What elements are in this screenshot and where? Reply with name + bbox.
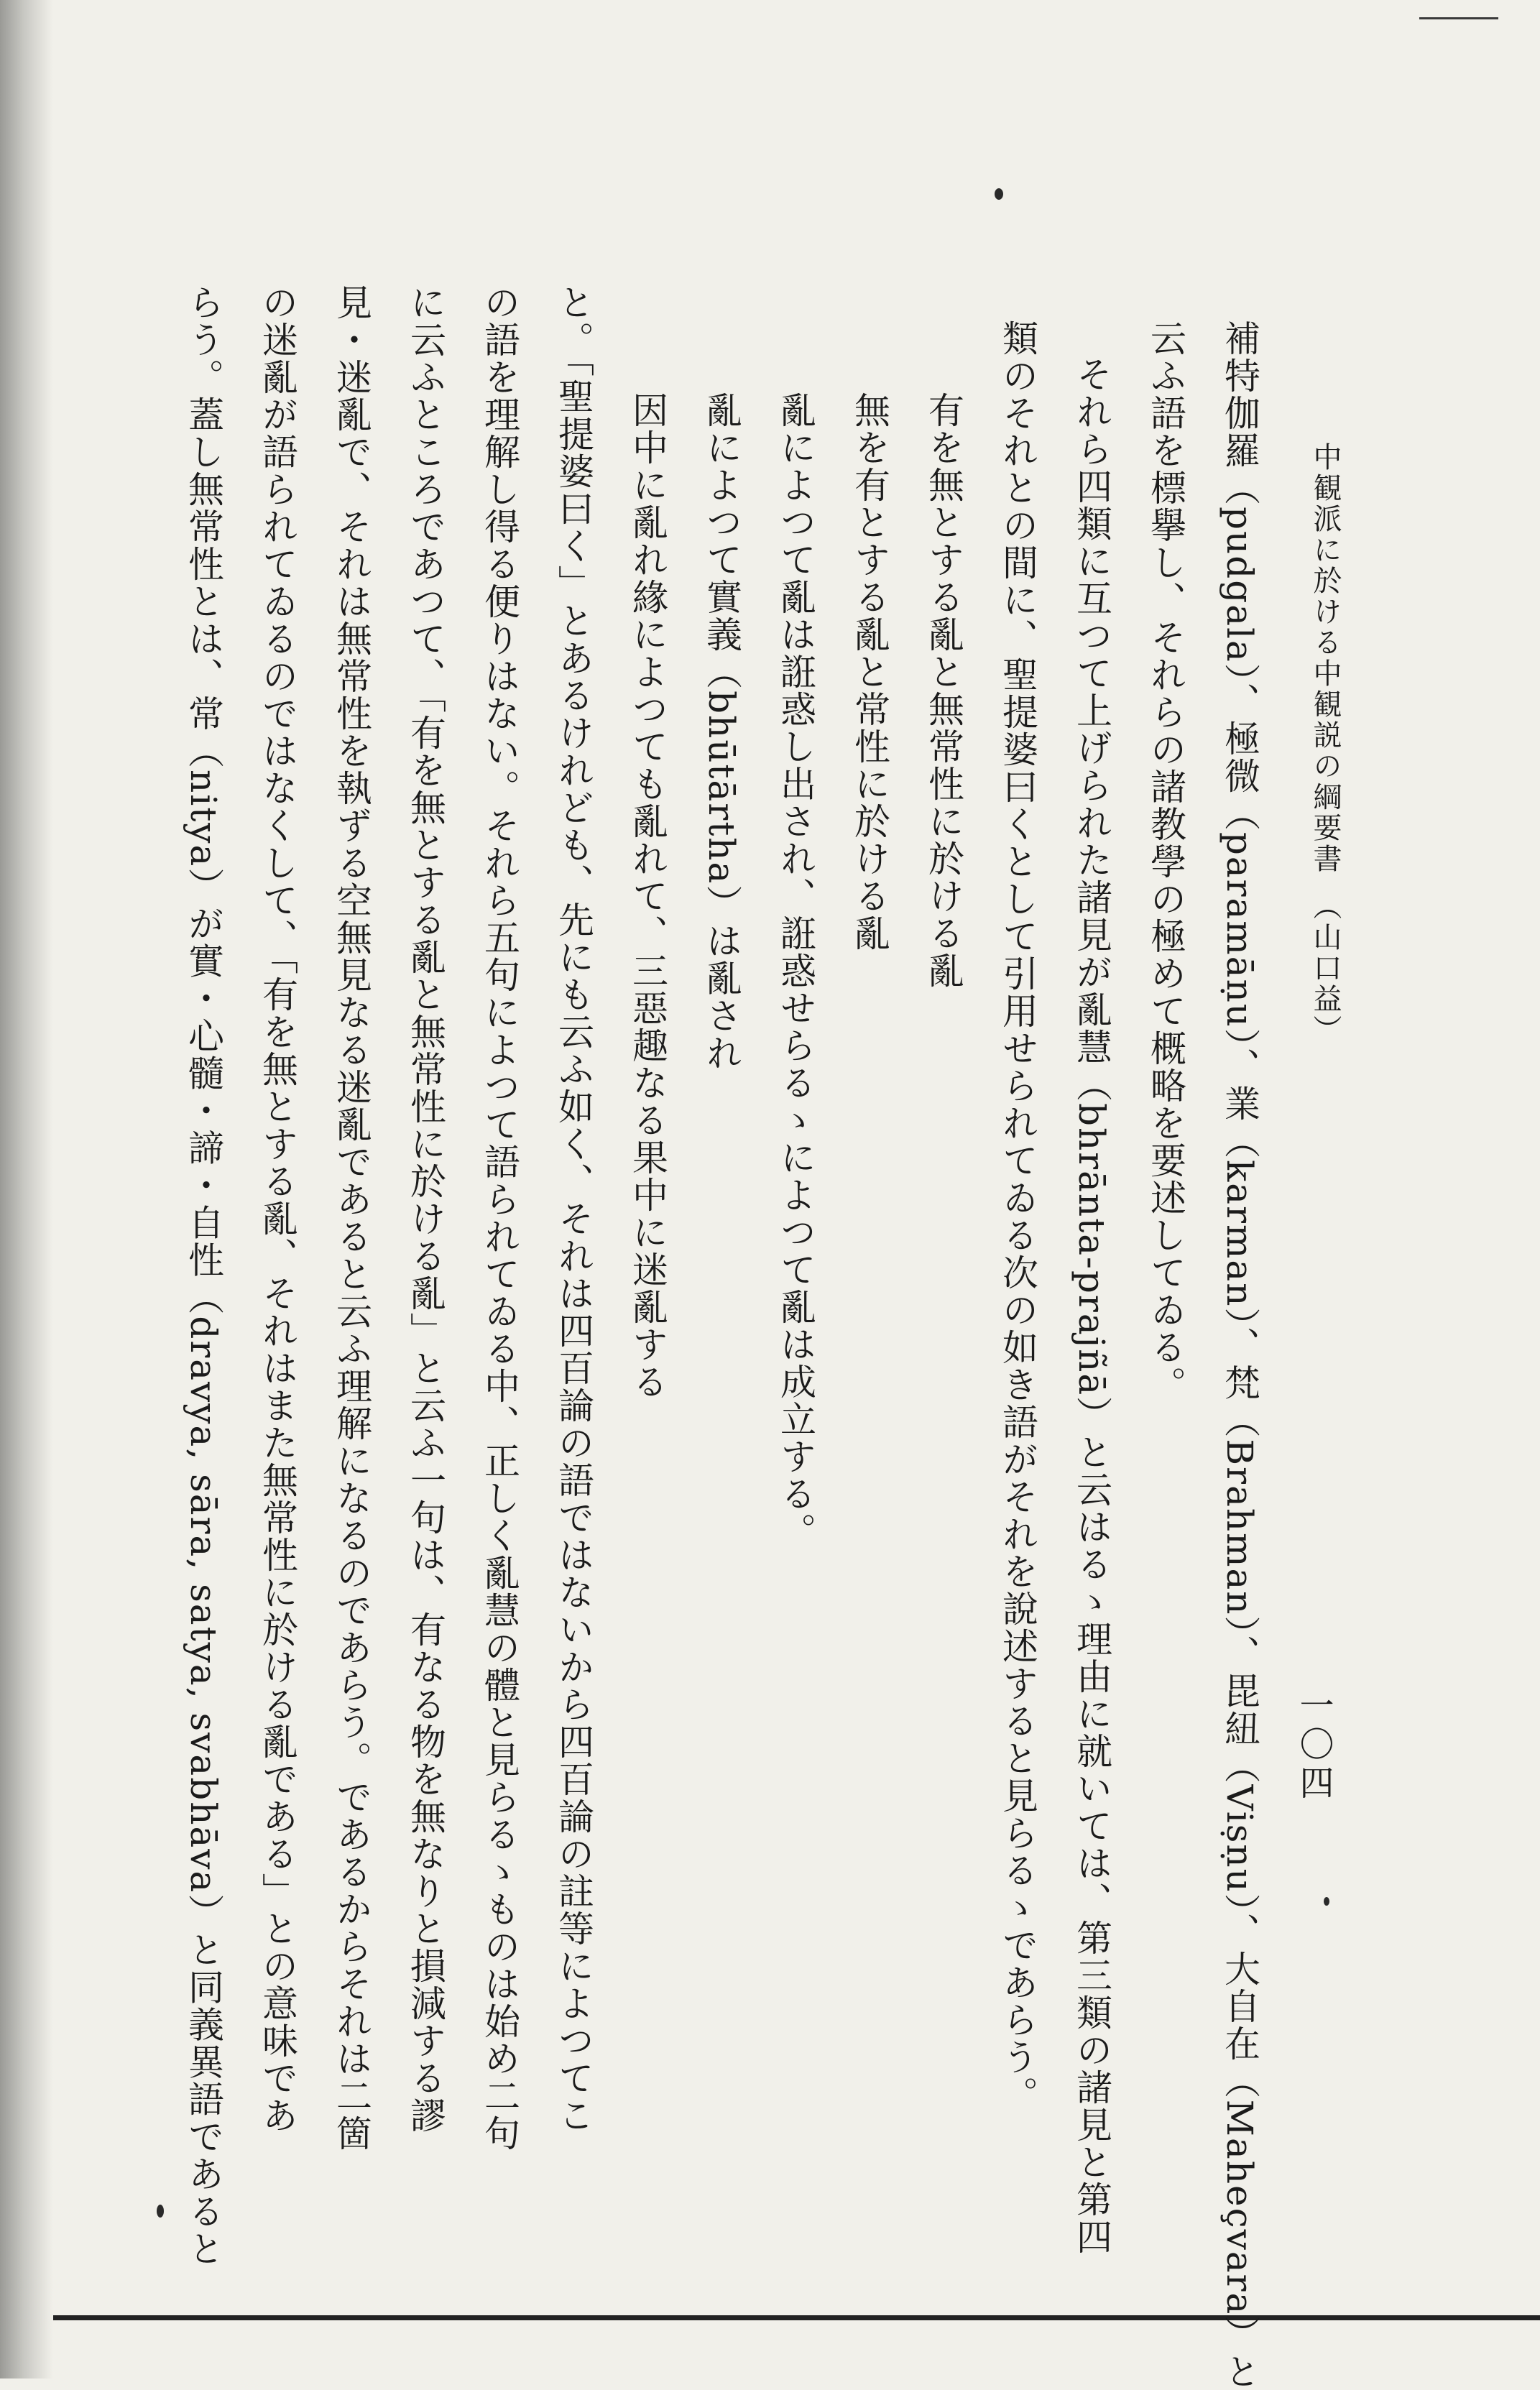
scan-speck xyxy=(1324,1897,1329,1906)
top-edge-mark xyxy=(1419,17,1498,19)
verse-line-4: 亂によつて實義（bhūtārtha）は亂され xyxy=(701,392,742,1072)
running-head: 中観派に於ける中観説の綱要書 （山口益） xyxy=(1309,442,1342,1046)
text-column-12: に云ふところであつて、「有を無とする亂と無常性に於ける亂」と云ふ一句は、有なる物を無なりと損減する謬 xyxy=(405,284,446,2134)
scan-speck xyxy=(995,188,1003,200)
verse-line-3: 亂によつて亂は誑惑し出され、誑惑せらるゝによつて亂は成立する。 xyxy=(775,392,816,1550)
text-column-3: それら四類に互つて上げられた諸見が亂慧（bhrānta-prajñā）と云はるゝ理由に就いては、第三類の諸見と第四 xyxy=(1071,356,1112,2256)
verse-line-1: 有を無とする亂と無常性に於ける亂 xyxy=(923,392,964,989)
bottom-edge-rule xyxy=(53,2315,1540,2320)
text-column-10: と。「聖提婆曰く」とあるけれども、先にも云ふ如く、それは四百論の語ではないから四百論の註等によつてこ xyxy=(553,284,594,2134)
text-column-15: らう。蓋し無常性とは、常（nitya）が實・心髓・諦・自性（dravya, sāra, satya, svabhāva）と同義異語であると xyxy=(183,284,224,2268)
book-binding-shadow xyxy=(0,0,53,2379)
text-column-14: の迷亂が語られてゐるのではなくして、「有を無とする亂、それはまた無常性に於ける亂である」との意味であ xyxy=(257,284,298,2134)
text-column-1: 補特伽羅（pudgala）、極微（paramāṇu）、業（karman）、梵（Brahman）、毘紐（Viṣṇu）、大自在（Maheçvara）と xyxy=(1219,320,1260,2390)
text-column-11: の語を理解し得る便りはない。それら五句によつて語られてゐる中、正しく亂慧の體と見らるゝものは始め二句 xyxy=(479,284,520,2152)
verse-line-2: 無を有とする亂と常性に於ける亂 xyxy=(849,392,890,952)
scan-speck xyxy=(157,2205,164,2218)
text-column-13: 見・迷亂で、それは無常性を執ずる空無見なる迷亂であると云ふ理解になるのであらう。であるからそれは二箇 xyxy=(331,284,372,2152)
verse-line-5: 因中に亂れ緣によつても亂れて、三惡趣なる果中に迷亂する xyxy=(627,392,668,1401)
page-number: 一〇四 xyxy=(1294,1687,1334,1804)
text-column-4: 類のそれとの間に、聖提婆曰くとして引用せられてゐる次の如き語がそれを說述すると見らるゝであらう。 xyxy=(997,320,1038,2113)
text-column-2: 云ふ語を標擧し、それらの諸教學の極めて概略を要述してゐる。 xyxy=(1145,320,1186,1403)
